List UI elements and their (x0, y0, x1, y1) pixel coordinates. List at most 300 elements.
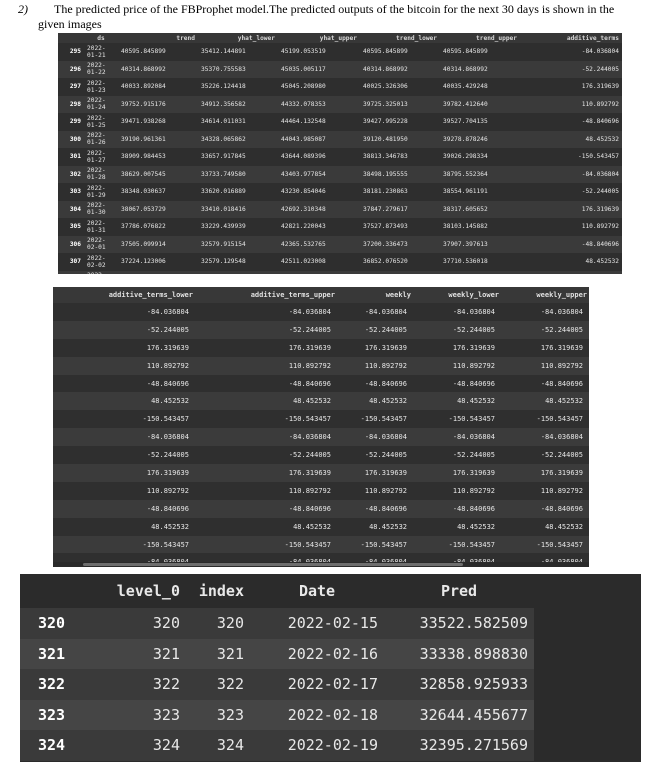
table-row (58, 271, 622, 275)
table-row (53, 375, 589, 393)
table-cell: 110.892792 (413, 482, 501, 500)
table-row (58, 148, 622, 166)
table-cell: 40595.845899 (440, 43, 520, 61)
date-monthday: 01-28 (87, 174, 106, 182)
table-row (58, 218, 622, 236)
table-row (20, 700, 534, 731)
table-cell: -52.244005 (501, 446, 589, 464)
horizontal-scrollbar[interactable] (53, 562, 589, 567)
date-cell (84, 43, 118, 61)
table-cell: 37786.076822 (118, 218, 198, 236)
date-year (87, 272, 115, 274)
date-cell (84, 78, 118, 96)
caption (18, 2, 648, 32)
table-cell: 37505.099914 (118, 236, 198, 254)
date-cell (84, 148, 118, 166)
column-header: weekly_upper (536, 291, 587, 299)
table3-header-row (20, 574, 534, 608)
table-cell: 48.452532 (53, 392, 195, 410)
table-row (58, 253, 622, 271)
table-cell: -84.036804 (195, 428, 337, 446)
table-cell: -84.036804 (413, 303, 501, 321)
table-cell: 110.892792 (337, 357, 413, 375)
table-cell: 321 (186, 639, 250, 670)
caption-text-line2: given images (38, 17, 102, 31)
table-cell: 38813.346783 (360, 148, 440, 166)
row-index: 324 (20, 730, 94, 761)
forecast-table-part1 (58, 33, 622, 274)
table-cell: 321 (94, 639, 186, 670)
table-cell: 33733.749580 (198, 166, 278, 184)
table-row (53, 482, 589, 500)
row-index: 295 (58, 43, 84, 61)
table-cell: 38629.007545 (118, 166, 198, 184)
table-cell: -84.036804 (337, 428, 413, 446)
table-row (53, 357, 589, 375)
date-year: 2022- (87, 219, 106, 227)
date-cell (84, 253, 118, 271)
table-cell: 176.319639 (413, 464, 501, 482)
table-cell: 322 (94, 669, 186, 700)
row-index: 305 (58, 218, 84, 236)
date-monthday: 01-22 (87, 69, 106, 77)
table-cell: 48.452532 (195, 392, 337, 410)
date-cell (84, 61, 118, 79)
table-cell: 40033.892084 (118, 78, 198, 96)
column-header: additive_terms_upper (250, 291, 335, 299)
date-monthday: 01-30 (87, 209, 106, 217)
table-row (20, 608, 534, 639)
table-cell: 45199.053519 (278, 43, 360, 61)
table-cell: -52.244005 (195, 321, 337, 339)
table-row (20, 639, 534, 670)
table-cell: -150.543457 (53, 536, 195, 554)
column-header (20, 574, 94, 608)
table-cell: 176.319639 (53, 339, 195, 357)
table-cell: 37200.336473 (360, 236, 440, 254)
table-cell: 110.892792 (520, 218, 622, 236)
table-cell: -84.036804 (520, 43, 622, 61)
table-cell: 176.319639 (337, 464, 413, 482)
table-row (58, 183, 622, 201)
table-cell (118, 271, 198, 275)
table-cell: -150.543457 (337, 536, 413, 554)
date-cell (84, 183, 118, 201)
table-cell: -84.036804 (195, 303, 337, 321)
table-cell: 43644.089396 (278, 148, 360, 166)
table-cell: 38554.961191 (440, 183, 520, 201)
scrollbar-thumb[interactable] (83, 563, 463, 566)
table-cell: 48.452532 (53, 518, 195, 536)
row-index: 321 (20, 639, 94, 670)
table-cell: -52.244005 (413, 321, 501, 339)
row-index: 302 (58, 166, 84, 184)
table-cell: 43403.977854 (278, 166, 360, 184)
table-cell: 40595.845899 (118, 43, 198, 61)
table-row (53, 446, 589, 464)
table-row (58, 236, 622, 254)
table-cell: 45045.208980 (278, 78, 360, 96)
date-year: 2022- (87, 97, 106, 105)
date-year: 2022- (87, 254, 106, 262)
date-cell (84, 218, 118, 236)
column-header: trend_lower (396, 34, 437, 42)
row-index: 307 (58, 253, 84, 271)
table-cell: -48.840696 (520, 236, 622, 254)
date-monthday: 01-26 (87, 139, 106, 147)
table-cell: 40314.868992 (360, 61, 440, 79)
column-header: additive_terms (566, 34, 619, 42)
table-cell: 44043.985087 (278, 131, 360, 149)
row-index: 304 (58, 201, 84, 219)
table-cell: -150.543457 (195, 410, 337, 428)
table-cell: -48.840696 (413, 375, 501, 393)
table-cell: -84.036804 (53, 303, 195, 321)
forecast-table-1 (58, 33, 622, 274)
date-cell (84, 131, 118, 149)
table-cell: -52.244005 (501, 321, 589, 339)
table-row (58, 78, 622, 96)
column-header: yhat_upper (319, 34, 357, 42)
table-cell: 32858.925933 (384, 669, 534, 700)
table-cell: 42821.220043 (278, 218, 360, 236)
table-row (58, 43, 622, 61)
table-cell: 110.892792 (195, 357, 337, 375)
date-year: 2022- (87, 62, 106, 70)
table-cell: 48.452532 (337, 518, 413, 536)
table-cell: -52.244005 (53, 446, 195, 464)
table-cell: 110.892792 (195, 482, 337, 500)
table-cell: 110.892792 (501, 482, 589, 500)
date-cell (84, 271, 118, 275)
table-cell: 37847.279617 (360, 201, 440, 219)
table-cell: -84.036804 (413, 428, 501, 446)
table-cell: -150.543457 (501, 410, 589, 428)
table-cell: 48.452532 (501, 518, 589, 536)
table-cell: 48.452532 (413, 518, 501, 536)
table-cell (360, 271, 440, 275)
table-cell: 38348.030637 (118, 183, 198, 201)
table-cell: -150.543457 (195, 536, 337, 554)
date-year: 2022- (87, 79, 106, 87)
table-cell (278, 271, 360, 275)
table-cell: 2022-02-15 (250, 608, 384, 639)
table-cell: 34912.356582 (198, 96, 278, 114)
column-header (58, 33, 84, 43)
table-cell: 33410.018416 (198, 201, 278, 219)
table-cell: -48.840696 (53, 500, 195, 518)
table-cell: 110.892792 (520, 96, 622, 114)
table-cell: 39752.915176 (118, 96, 198, 114)
table-cell: 323 (94, 700, 186, 731)
date-monthday: 02-02 (87, 261, 106, 269)
row-index: 299 (58, 113, 84, 131)
row-index: 323 (20, 700, 94, 731)
table1-header-row (58, 33, 622, 43)
table-cell: -84.036804 (520, 166, 622, 184)
row-index: 320 (20, 608, 94, 639)
table-cell: 39026.298334 (440, 148, 520, 166)
table-cell: 40314.868992 (440, 61, 520, 79)
table-cell: -52.244005 (520, 183, 622, 201)
table-cell: 33338.898830 (384, 639, 534, 670)
table-cell: 34328.065862 (198, 131, 278, 149)
table-row (53, 339, 589, 357)
table-cell: 44332.078353 (278, 96, 360, 114)
date-cell (84, 201, 118, 219)
column-header: ds (97, 34, 105, 42)
date-year: 2022- (87, 184, 106, 192)
table-cell: -150.543457 (337, 410, 413, 428)
date-monthday: 02-01 (87, 244, 106, 252)
date-year: 2022- (87, 237, 106, 245)
table-cell: 324 (186, 730, 250, 761)
table-cell (440, 271, 520, 275)
table-cell: 37527.873493 (360, 218, 440, 236)
table-cell: 33522.582509 (384, 608, 534, 639)
table-row (53, 303, 589, 321)
table-cell: -48.840696 (501, 500, 589, 518)
column-header: level_0 (116, 582, 180, 600)
table-cell: -84.036804 (501, 303, 589, 321)
table-cell: 38498.195555 (360, 166, 440, 184)
table-cell: -150.543457 (501, 536, 589, 554)
table-cell: 42365.532765 (278, 236, 360, 254)
date-cell (84, 113, 118, 131)
date-year: 2022- (87, 167, 106, 175)
column-header: yhat_lower (237, 34, 275, 42)
table-cell: -48.840696 (195, 500, 337, 518)
table-cell: -84.036804 (337, 303, 413, 321)
column-header: Date (298, 582, 336, 600)
table-cell: 38067.053729 (118, 201, 198, 219)
table-cell: 323 (186, 700, 250, 731)
row-index: 296 (58, 61, 84, 79)
table-cell: 42511.023008 (278, 253, 360, 271)
table-cell: 48.452532 (501, 392, 589, 410)
table-cell: -150.543457 (413, 410, 501, 428)
table-row (53, 518, 589, 536)
table-cell: 33620.016889 (198, 183, 278, 201)
table-cell: 39120.481950 (360, 131, 440, 149)
row-index: 306 (58, 236, 84, 254)
table-cell: 32579.915154 (198, 236, 278, 254)
table-cell: 39427.995228 (360, 113, 440, 131)
table-cell: -48.840696 (520, 113, 622, 131)
table-cell: 39782.412640 (440, 96, 520, 114)
table-cell: 32644.455677 (384, 700, 534, 731)
table-cell: -150.543457 (413, 536, 501, 554)
table-row (53, 464, 589, 482)
table-cell: 320 (186, 608, 250, 639)
table-cell: 35226.124418 (198, 78, 278, 96)
table-cell: 38795.552364 (440, 166, 520, 184)
table-row (58, 61, 622, 79)
table-cell: -52.244005 (520, 61, 622, 79)
row-index: 297 (58, 78, 84, 96)
table-cell: 38103.145882 (440, 218, 520, 236)
table-cell: 40595.845899 (360, 43, 440, 61)
table-cell: 176.319639 (501, 464, 589, 482)
table-row (53, 500, 589, 518)
date-monthday: 01-21 (87, 51, 106, 59)
column-header: weekly_lower (448, 291, 499, 299)
table-cell: -48.840696 (413, 500, 501, 518)
caption-number: 2) (18, 2, 28, 16)
table-cell: 38909.984453 (118, 148, 198, 166)
table-cell: 110.892792 (337, 482, 413, 500)
table-cell: 110.892792 (53, 482, 195, 500)
date-monthday: 01-31 (87, 226, 106, 234)
table-cell: 176.319639 (520, 201, 622, 219)
table-row (58, 131, 622, 149)
date-monthday: 01-29 (87, 191, 106, 199)
table-cell: -48.840696 (337, 375, 413, 393)
table-cell: 43230.854046 (278, 183, 360, 201)
table-cell: 110.892792 (413, 357, 501, 375)
table-cell: -48.840696 (501, 375, 589, 393)
table-cell: 320 (94, 608, 186, 639)
date-cell (84, 166, 118, 184)
table-cell: -84.036804 (53, 428, 195, 446)
column-header: trend (176, 34, 195, 42)
table-cell: 32395.271569 (384, 730, 534, 761)
table-cell: 176.319639 (501, 339, 589, 357)
table-row (20, 669, 534, 700)
table-cell: 40314.868992 (118, 61, 198, 79)
table-cell: 39527.704135 (440, 113, 520, 131)
table-cell: 35412.144891 (198, 43, 278, 61)
table-cell: -52.244005 (195, 446, 337, 464)
table-cell: 2022-02-18 (250, 700, 384, 731)
table-cell: 176.319639 (53, 464, 195, 482)
column-header: additive_terms_lower (108, 291, 193, 299)
table-cell: 110.892792 (501, 357, 589, 375)
table-cell: 45035.005117 (278, 61, 360, 79)
table-cell: -84.036804 (501, 428, 589, 446)
table-cell: 37224.123006 (118, 253, 198, 271)
table-row (20, 730, 534, 761)
table-cell: 48.452532 (413, 392, 501, 410)
table-cell: -52.244005 (337, 321, 413, 339)
table-cell: 38317.605652 (440, 201, 520, 219)
column-header: weekly (385, 291, 411, 299)
table-cell: -150.543457 (53, 410, 195, 428)
table-cell: 37907.397613 (440, 236, 520, 254)
table-cell: -48.840696 (53, 375, 195, 393)
date-cell (84, 96, 118, 114)
date-monthday: 01-23 (87, 86, 106, 94)
date-year: 2022- (87, 202, 106, 210)
table-cell: 34614.011031 (198, 113, 278, 131)
prediction-table (20, 574, 641, 762)
table-row (58, 166, 622, 184)
row-index: 322 (20, 669, 94, 700)
date-year: 2022- (87, 114, 106, 122)
table-row (58, 113, 622, 131)
table-cell: 36852.076520 (360, 253, 440, 271)
table-cell: 33657.917845 (198, 148, 278, 166)
table-cell: 2022-02-17 (250, 669, 384, 700)
caption-text: The predicted price of the FBProphet model.The predicted outputs of the bitcoin for the next 30 days is shown in the (54, 2, 615, 16)
table-cell: 42692.310348 (278, 201, 360, 219)
table-cell: 48.452532 (337, 392, 413, 410)
table-cell: 39725.325013 (360, 96, 440, 114)
table-cell: 37710.536018 (440, 253, 520, 271)
table-cell: 44464.132548 (278, 113, 360, 131)
date-year: 2022- (87, 149, 106, 157)
table-cell: 176.319639 (520, 78, 622, 96)
forecast-table-part2 (53, 287, 589, 567)
table-cell: 39471.938268 (118, 113, 198, 131)
date-year: 2022- (87, 132, 106, 140)
table-cell: 176.319639 (413, 339, 501, 357)
table-cell (198, 271, 278, 275)
table-cell: 322 (186, 669, 250, 700)
date-monthday: 01-27 (87, 156, 106, 164)
table-row (58, 201, 622, 219)
table-cell: 48.452532 (195, 518, 337, 536)
row-index: 301 (58, 148, 84, 166)
table-cell: 176.319639 (195, 464, 337, 482)
date-cell (84, 236, 118, 254)
table-cell: 35370.755583 (198, 61, 278, 79)
row-index: 300 (58, 131, 84, 149)
table-cell: 324 (94, 730, 186, 761)
table-cell: -150.543457 (520, 148, 622, 166)
date-monthday: 01-24 (87, 104, 106, 112)
table-cell: 48.452532 (520, 253, 622, 271)
table-cell: 176.319639 (337, 339, 413, 357)
table-row (53, 410, 589, 428)
column-header: Pred (440, 582, 478, 600)
table-cell: -52.244005 (337, 446, 413, 464)
table-row (53, 392, 589, 410)
row-index (58, 271, 84, 275)
column-header: index (198, 582, 244, 600)
table-cell: -48.840696 (195, 375, 337, 393)
table-cell: -52.244005 (413, 446, 501, 464)
table-cell: 40025.326306 (360, 78, 440, 96)
table-cell: 39190.961361 (118, 131, 198, 149)
table-cell: -48.840696 (337, 500, 413, 518)
date-monthday: 01-25 (87, 121, 106, 129)
table-cell: 39278.878246 (440, 131, 520, 149)
date-year: 2022- (87, 44, 106, 52)
column-header: trend_upper (476, 34, 517, 42)
forecast-table-2 (53, 287, 589, 567)
table-cell: 2022-02-19 (250, 730, 384, 761)
table-row (58, 96, 622, 114)
table-cell: 33229.439939 (198, 218, 278, 236)
table-cell: 40035.429248 (440, 78, 520, 96)
table-cell: -52.244005 (53, 321, 195, 339)
table-cell: 32579.129548 (198, 253, 278, 271)
row-index: 298 (58, 96, 84, 114)
table-cell (520, 271, 622, 275)
table-row (53, 321, 589, 339)
table2-header-row (53, 287, 589, 303)
table-row (53, 428, 589, 446)
table-row (53, 536, 589, 554)
table-cell: 110.892792 (53, 357, 195, 375)
table-cell: 176.319639 (195, 339, 337, 357)
table-cell: 2022-02-16 (250, 639, 384, 670)
table-cell: 38181.230863 (360, 183, 440, 201)
prediction-table-grid (20, 574, 534, 761)
row-index: 303 (58, 183, 84, 201)
table-cell: 48.452532 (520, 131, 622, 149)
